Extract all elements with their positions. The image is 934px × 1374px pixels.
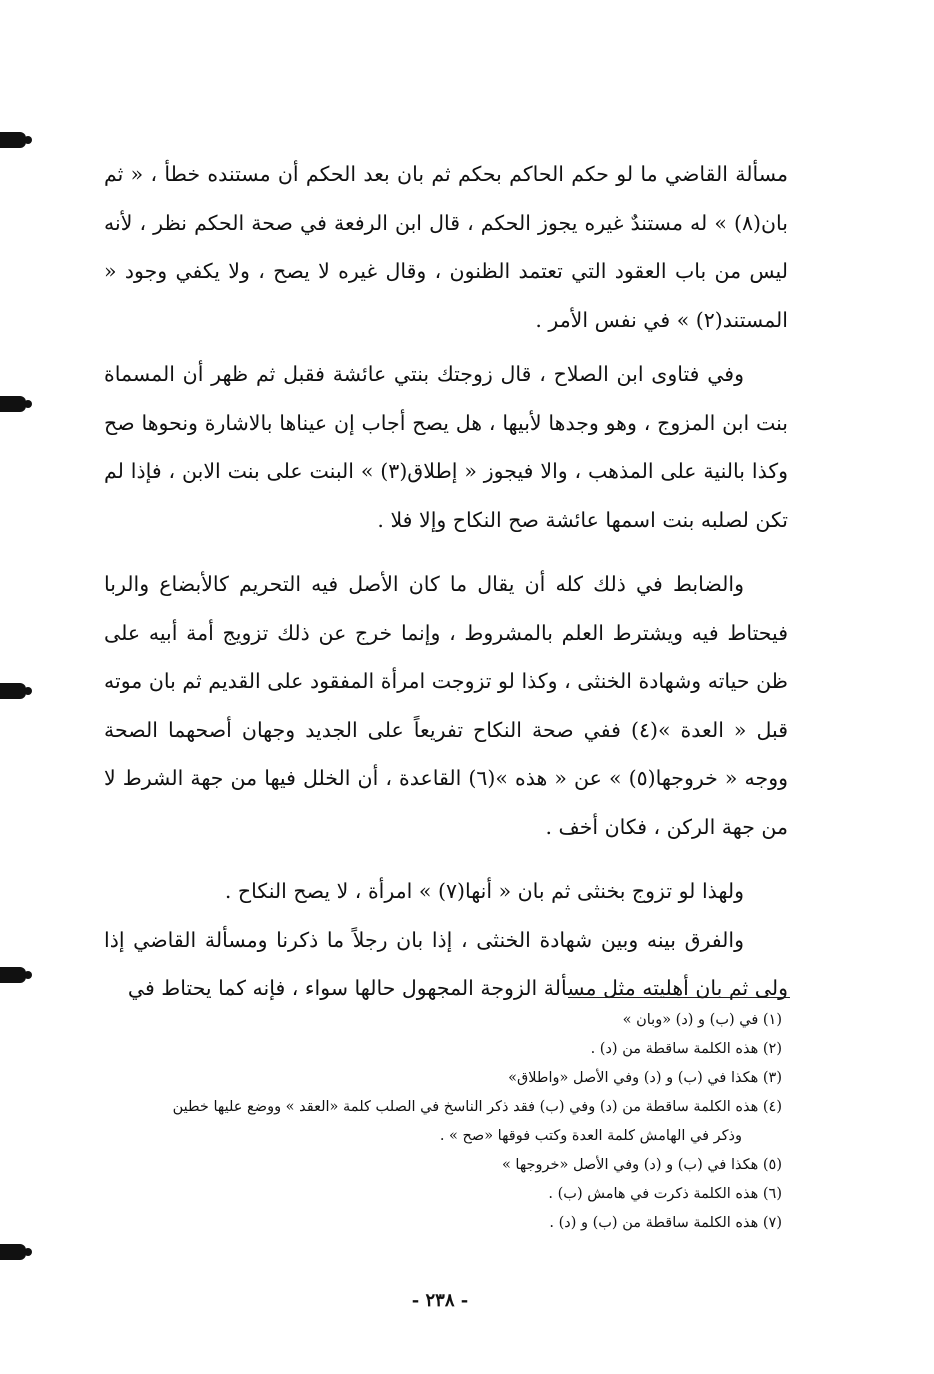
main-text bbox=[104, 150, 788, 1013]
scan-binding-mark bbox=[0, 396, 26, 412]
paragraph: ولهذا لو تزوج بخنثى ثم بان « أنها(٧) » امرأة ، لا يصح النكاح . bbox=[224, 879, 744, 903]
paragraph: والفرق بينه وبين شهادة الخنثى ، إذا بان رجلاً ما ذكرنا ومسألة القاضي إذا ولى ثم بان أهليته مثل مسألة الزوجة المجهول حالها سواء ، فإنه كما يحتاط في bbox=[104, 927, 788, 1000]
footnote-separator bbox=[568, 997, 790, 998]
paragraph: مسألة القاضي ما لو حكم الحاكم بحكم ثم بان بعد الحكم أن مستنده خطأ ، « ثم بان(٨) » له مستندٌ غيره يجوز الحكم ، قال ابن الرفعة في صحة الحكم نظر ، لأنه ليس من باب العقود التي تعتمد الظنون ، وقال غيره لا يصح ، ولا يكفي وجود « المستند(٢) » في نفس الأمر . bbox=[104, 162, 788, 332]
footnote: (١) في (ب) و (د) «وبان » bbox=[622, 1012, 782, 1028]
footnote: (٧) هذه الكلمة ساقطة من (ب) و (د) . bbox=[549, 1215, 782, 1231]
footnote: (٢) هذه الكلمة ساقطة من (د) . bbox=[590, 1041, 782, 1057]
scan-binding-mark bbox=[0, 132, 26, 148]
footnote: (٥) هكذا في (ب) و (د) وفي الأصل «خروجها » bbox=[501, 1157, 782, 1173]
footnote: (٦) هذه الكلمة ذكرت في هامش (ب) . bbox=[548, 1186, 782, 1202]
scan-binding-mark bbox=[0, 683, 26, 699]
footnote: (٣) هكذا في (ب) و (د) وفي الأصل «واطلاق» bbox=[508, 1070, 782, 1086]
paragraph: والضابط في ذلك كله أن يقال ما كان الأصل فيه التحريم كالأبضاع والربا فيحتاط فيه ويشترط العلم بالمشروط ، وإنما خرج عن ذلك تزويج أمة أبيه على ظن حياته وشهادة الخنثى ، وكذا لو تزوجت امرأة المفقود على القديم ثم بان موته قبل « العدة »(٤) ففي صحة النكاح تفريعاً على الجديد وجهان أصحهما الصحة ووجه « خروجها(٥) » عن « هذه »(٦) القاعدة ، أن الخلل فيها من جهة الشرط لا من جهة الركن ، فكان أخف . bbox=[104, 572, 788, 839]
footnote-continuation: وذكر في الهامش كلمة العدة وكتب فوقها «صح » . bbox=[439, 1128, 742, 1144]
scan-binding-mark bbox=[0, 967, 26, 983]
footnote: (٤) هذه الكلمة ساقطة من (د) وفي (ب) فقد ذكر الناسخ في الصلب كلمة «العقد » ووضع عليها خطين bbox=[172, 1099, 782, 1115]
page-number: - ٢٣٨ - bbox=[411, 1290, 469, 1311]
scan-binding-mark bbox=[0, 1244, 26, 1260]
footnotes bbox=[96, 1006, 782, 1238]
paragraph: وفي فتاوى ابن الصلاح ، قال زوجتك بنتي عائشة فقبل ثم ظهر أن المسماة بنت ابن المزوج ، وهو وجدها لأبيها ، هل يصح أجاب إن عيناها بالاشارة ونحوها صح وكذا بالنية على المذهب ، والا فيجوز « إطلاق(٣) » البنت على بنت الابن ، فإذا لم تكن لصلبه بنت اسمها عائشة صح النكاح وإلا فلا . bbox=[104, 362, 788, 532]
